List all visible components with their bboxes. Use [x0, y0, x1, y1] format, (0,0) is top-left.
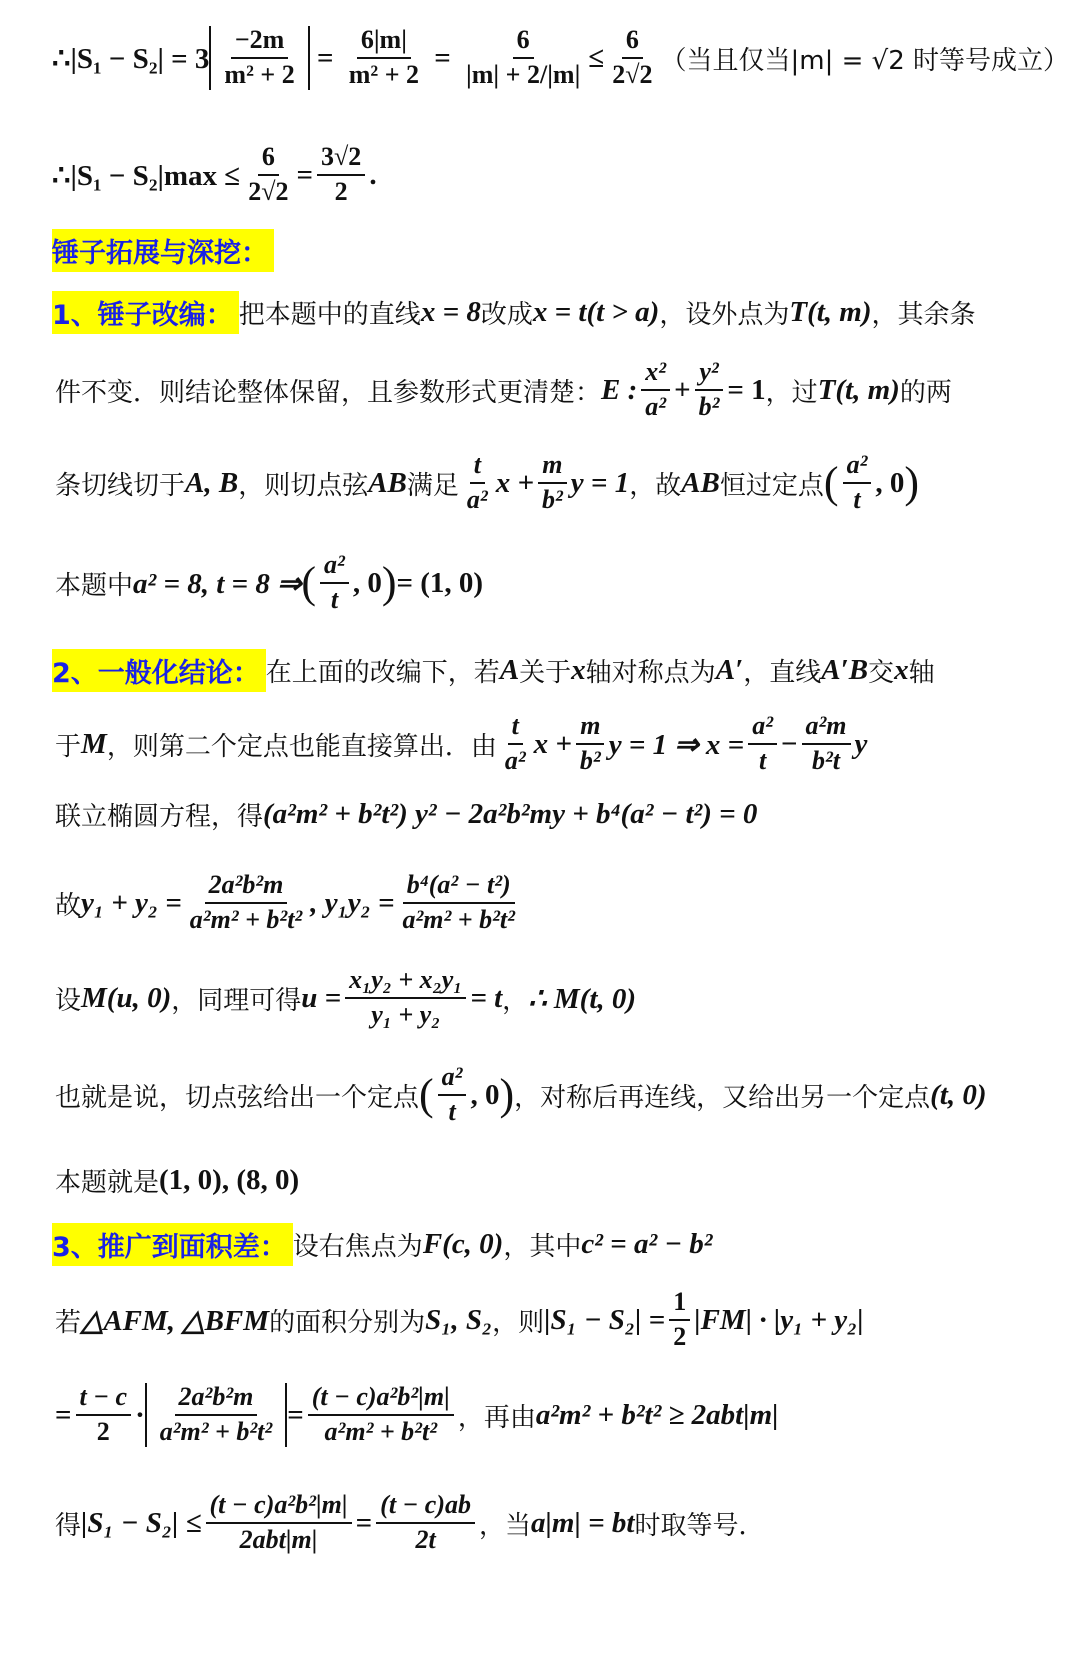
fraction: $\frac{\text{2a²b²m}}{\text{a²m² + b²t²}}$ — [189, 870, 303, 934]
fraction: $\frac{\text{a²}}{t}$ — [843, 451, 872, 514]
s3-line-3: = $\frac{t - c}{2}$ · $\frac{\text{2a²b²m}}{\text{a²m² + b²t²}}$ = $\frac{\text{(t − c)a²b²|m|}}{\text{a²m² + b²t²}}$ ，再由 a²m² + b²t² ≥ 2abt|m| — [55, 1382, 779, 1446]
fraction: $\frac{m}{\text{b²}}$ — [538, 451, 567, 514]
s1-line-4: 本题中 a² = 8, t = 8 ⇒ ( $\frac{\text{a²}}{t}$ , 0 ) = (1, 0) — [55, 550, 484, 614]
formula-lhs: ∴|S₁ − S₂| = 3 — [52, 42, 210, 75]
fraction: $\frac{m}{\text{b²}}$ — [576, 712, 605, 775]
fraction: $\frac{1}{2}$ — [669, 1288, 690, 1351]
s3-line-4: 得 |S₁ − S₂| ≤ $\frac{\text{(t − c)a²b²|m|}}{\text{2abt|m|}}$ = $\frac{(t - c)ab}{2t}$ ，当 a|m| = bt 时取等号． — [55, 1490, 765, 1554]
fraction: $\frac{\text{(t − c)a²b²|m|}}{\text{2abt|m|}}$ — [206, 1491, 352, 1554]
fraction: $\frac{\text{a²m}}{\text{b²t}}$ — [802, 712, 851, 775]
fraction: $\frac{t - c}{2}$ — [76, 1383, 132, 1446]
fraction: $\frac{3√2}{2}$ — [317, 143, 365, 206]
fraction: $\frac{6}{2√2}$ — [612, 25, 653, 89]
s2-line-4: 故 y₁ + y₂ = $\frac{\text{2a²b²m}}{\text{a²m² + b²t²}}$ , y₁y₂ = $\frac{\text{b⁴(a² − t²)}}{\text{a²m² + b²t²}}$ — [55, 860, 1060, 946]
fraction: $\frac{t}{\text{a²}}$ — [466, 450, 488, 514]
fraction: $\frac{\text{b⁴(a² − t²)}}{\text{a²m² + b²t²}}$ — [402, 870, 515, 934]
fraction: $\frac{6}{|m| + 2/|m|}$ — [466, 25, 581, 89]
fraction: $\frac{\text{a²}}{t}$ — [438, 1063, 467, 1126]
leq-sign: ≤ — [588, 41, 605, 74]
fraction: $\frac{t}{\text{a²}}$ — [504, 711, 526, 775]
s2-line-3: 联立椭圆方程，得 (a²m² + b²t²) y² − 2a²b²my + b⁴(a² − t²) = 0 — [55, 797, 758, 832]
fraction: $\frac{\text{x²}}{\text{a²}}$ — [641, 358, 670, 421]
fraction: $\frac{6|m|}{\text{m² + 2}}$ — [348, 25, 420, 89]
s2-line-5: 设 M(u, 0) ，同理可得 u = $\frac{\text{x₁y₂ + x₂y₁}}{\text{y₁ + y₂}}$ = t ， ∴ M(t, 0) — [55, 965, 637, 1029]
s2-line-6: 也就是说，切点弦给出一个定点 ( $\frac{\text{a²}}{t}$ , 0 ) ，对称后再连线，又给出另一个定点 (t, 0) — [55, 1062, 987, 1126]
abs-fraction — [209, 26, 309, 89]
formula-line-2: ∴|S₁ − S₂|max ≤ $\frac{6}{2√2}$ = $\frac{3√2}{2}$ . — [52, 142, 377, 206]
s2-line-1: 2、一般化结论： 在上面的改编下，若 A 关于 x 轴对称点为 A′ ，直线 A′B 交 x 轴 — [52, 646, 1060, 694]
fraction: $\frac{(t - c)ab}{2t}$ — [376, 1491, 475, 1554]
s3-line-2: 若 △AFM, △BFM 的面积分别为 S₁, S₂ ，则 |S₁ − S₂| = $\frac{1}{2}$ |FM| · |y₁ + y₂| — [55, 1287, 864, 1351]
fraction: $\frac{\text{x₁y₂ + x₂y₁}}{\text{y₁ + y₂}}$ — [345, 966, 466, 1029]
s2-line-7: 本题就是 (1, 0), (8, 0) — [55, 1163, 300, 1198]
formula-line-1: ∴|S₁ − S₂| = 3 $\frac{-2m}{\text{m² + 2}}$ = $\frac{6|m|}{\text{m² + 2}}$ = $\frac{6}{|m| + 2/|m|}$ ≤ $\frac{6}{2√2}$ （当且仅当|m| = √2 时等号成立） — [52, 25, 1070, 89]
s1-label: 1、锤子改编： — [52, 291, 239, 334]
fraction: $\frac{\text{y²}}{\text{b²}}$ — [695, 358, 724, 421]
s3-line-1: 3、推广到面积差： 设右焦点为 F(c, 0) ，其中 c² = a² − b² — [52, 1220, 1060, 1268]
s1-line-1: 1、锤子改编： 把本题中的直线 x = 8 改成 x = t(t > a) ，设外点为 T(t, m) ，其余条 — [52, 288, 1060, 336]
fraction: $\frac{\text{a²}}{t}$ — [320, 551, 349, 614]
fraction: $\frac{6}{2√2}$ — [248, 142, 289, 206]
s3-label: 3、推广到面积差： — [52, 1223, 293, 1266]
s1-line-2: 件不变．则结论整体保留，且参数形式更清楚： E : $\frac{\text{x²}}{\text{a²}}$ + $\frac{\text{y²}}{\text{b²}}$ = 1 ，过 T(t, m) 的两 — [55, 357, 952, 421]
s1-line-3: 条切线切于 A, B ，则切点弦 AB 满足 $\frac{t}{\text{a²}}$ x + $\frac{m}{\text{b²}}$ y = 1 ，故 AB 恒过定点 ( $\frac{\text{a²}}{t}$ , 0 ) — [55, 450, 920, 514]
fraction: $\frac{\text{a²}}{t}$ — [748, 712, 777, 775]
fraction: $\frac{-2m}{\text{m² + 2}}$ — [224, 25, 295, 89]
s2-line-2: 于 M ，则第二个定点也能直接算出．由 $\frac{t}{\text{a²}}$ x + $\frac{m}{\text{b²}}$ y = 1 ⇒ x = $\frac{\text{a²}}{t}$ − $\frac{\text{a²m}}{\text{b²t}}$ y — [55, 711, 868, 775]
section-title — [52, 228, 1060, 272]
section-heading: 锤子拓展与深挖： — [52, 229, 274, 272]
fraction: $\frac{\text{(t − c)a²b²|m|}}{\text{a²m² + b²t²}}$ — [308, 1383, 454, 1446]
equality-note: （当且仅当|m| = √2 时等号成立） — [660, 45, 1070, 76]
s2-label: 2、一般化结论： — [52, 649, 266, 692]
abs-fraction — [145, 1383, 287, 1446]
fraction: $\frac{\text{2a²b²m}}{\text{a²m² + b²t²}}$ — [159, 1382, 273, 1446]
